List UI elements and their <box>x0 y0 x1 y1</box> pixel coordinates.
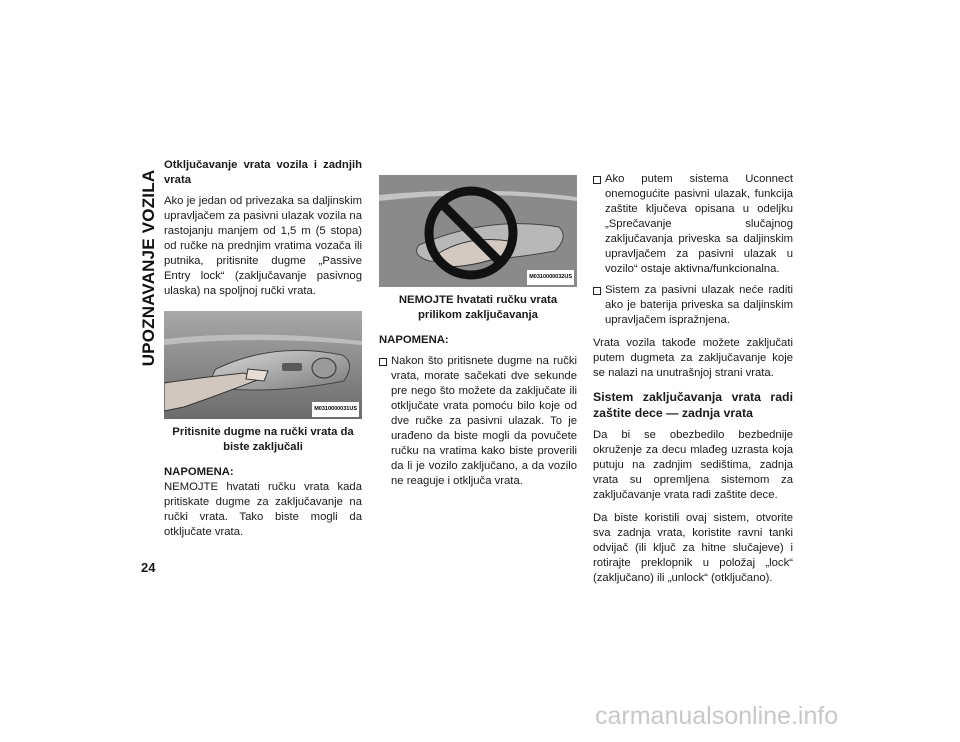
note-heading: NAPOMENA: <box>379 334 449 346</box>
list-item: Ako putem sistema Uconnect onemogućite pasivni ulazak, funkcija zaštite ključeva opisana u odeljku „Sprečavanje slučajnog zaključavanja priveska sa daljinskim upravljačem za pasivni ulazak u vozilo“ ostaje aktivna/funkcionalna. <box>593 172 793 277</box>
figure-caption: Pritisnite dugme na ručki vrata da biste zaključali <box>172 426 354 453</box>
page-number: 24 <box>141 560 156 575</box>
note-bullet-list <box>379 354 577 489</box>
list-item: Sistem za pasivni ulazak neće raditi ako je baterija priveska sa daljinskim upravljačem ispražnjena. <box>593 283 793 328</box>
paragraph-inner-lock: Vrata vozila takođe možete zaključati putem dugmeta za zaključavanje koje se nalazi na unutrašnjoj strani vrata. <box>593 337 793 379</box>
figure-do-not-grab-handle <box>379 175 577 287</box>
sub-heading-unlocking: Otključavanje vrata vozila i zadnjih vrata <box>164 159 362 186</box>
column-2 <box>379 158 577 497</box>
figure-id-label: M0310000031US <box>312 402 359 417</box>
bullet-list <box>593 172 793 328</box>
paragraph-passive-entry: Ako je jedan od privezaka sa daljinskim upravljačem za pasivni ulazak vozila na rastojanju manjem od 1,5 m (5 stopa) od ručke na prednjim vratima vozača ili putnika, pritisnite dugme „Passive Entry lock“ (zaključavanje pasivnog ulaska) na spoljnoj ručki vrata. <box>164 195 362 297</box>
figure-caption: NEMOJTE hvatati ručku vrata prilikom zaključavanja <box>398 294 558 321</box>
section-heading-child-lock: Sistem zaključavanja vrata radi zaštite dece — zadnja vrata <box>593 390 793 420</box>
paragraph-child-lock-usage: Da biste koristili ovaj sistem, otvorite sva zadnja vrata, koristite ravni tanki odvijač (ili ključ za hitne slučajeve) i rotirajte preklopnik u položaj „lock“ (zaključano) ili „unlock“ (otključano). <box>593 512 793 584</box>
checkbox-bullet-icon <box>593 176 601 184</box>
watermark: carmanualsonline.info <box>595 702 839 730</box>
note-text: NEMOJTE hvatati ručku vrata kada pritiskate dugme za zaključavanje na ručki vrata. Tako biste mogli da otključate vrata. <box>164 481 362 538</box>
column-3 <box>593 158 793 594</box>
list-item: Nakon što pritisnete dugme na ručki vrata, morate sačekati dve sekunde pre nego što možete da zaključate ili otključate vrata pomoću bilo koje od dve ručke za pasivni ulazak. To je urađeno da biste mogli da povučete ručku na vratima kako biste proverili da li je vozilo zaključano, a da vozilo ne reaguje i otključa vrata. <box>379 354 577 489</box>
figure-id-label: M0310000032US <box>527 270 574 285</box>
note-heading: NAPOMENA: <box>164 466 234 478</box>
paragraph-child-lock-intro: Da bi se obezbedilo bezbednije okruženje za decu mlađeg uzrasta koja putuju na zadnjim sedištima, zadnja vrata su opremljena sistemom za zaključavanje vrata radi zaštite dece. <box>593 429 793 501</box>
section-side-tab-label: UPOZNAVANJE VOZILA <box>139 169 158 366</box>
checkbox-bullet-icon <box>379 358 387 366</box>
figure-door-handle-press <box>164 311 362 419</box>
column-1 <box>164 158 362 548</box>
checkbox-bullet-icon <box>593 287 601 295</box>
section-side-tab <box>138 160 160 375</box>
